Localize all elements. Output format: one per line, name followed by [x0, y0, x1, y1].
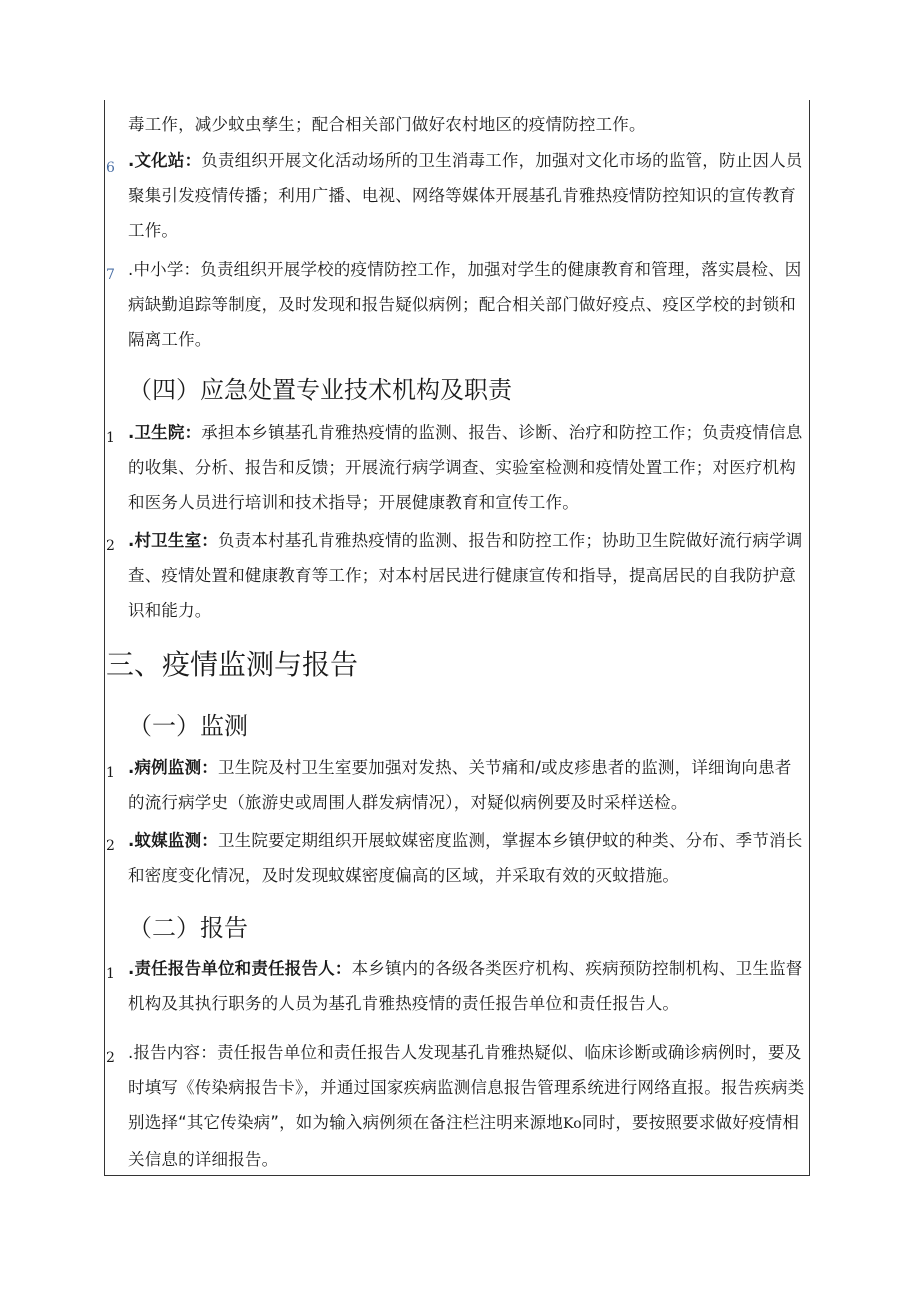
item-vector-monitoring [128, 823, 808, 893]
subsection-monitoring-heading: （一）监测 [128, 712, 248, 740]
item-text: 承担本乡镇基孔肯雅热疫情的监测、报告、诊断、治疗和防控工作；负责疫情信息的收集、分析、报告和反馈；开展流行病学调查、实验室检测和疫情处置工作；对医疗机构和医务人员进行培训和技术指导；开展健康教育和宣传工作。 [128, 423, 803, 512]
item-text: 负责组织开展文化活动场所的卫生消毒工作，加强对文化市场的监管，防止因人员聚集引发疫情传播；利用广播、电视、网络等媒体开展基孔肯雅热疫情防控知识的宣传教育工作。 [128, 151, 803, 240]
item-lead: .文化站： [128, 151, 202, 170]
item-number: 2 [106, 838, 115, 854]
item-text-b: 同时，要按照要求做好疫情相关信息的详细报告。 [128, 1113, 800, 1169]
item-lead: .村卫生室： [128, 531, 218, 550]
item-number-6: 6 [106, 160, 115, 176]
item-lead: .责任报告单位和责任报告人： [128, 959, 352, 978]
item-responsible-reporter [128, 951, 808, 1021]
item-number: 1 [106, 966, 115, 982]
item-lead: .蚊媒监测： [128, 831, 218, 850]
intro-paragraph [128, 107, 808, 142]
item-report-content [128, 1035, 808, 1177]
intro-text: 毒工作，减少蚊虫孳生；配合相关部门做好农村地区的疫情防控工作。 [128, 115, 646, 134]
item-case-monitoring [128, 750, 808, 820]
subsection-report-heading: （二）报告 [128, 914, 248, 942]
item-number: 1 [106, 765, 115, 781]
item-text: 卫生院要定期组织开展蚊媒密度监测，掌握本乡镇伊蚊的种类、分布、季节消长和密度变化情况，及时发现蚊媒密度偏高的区域，并采取有效的灭蚊措施。 [128, 831, 803, 885]
section-4-heading: （四）应急处置专业技术机构及职责 [128, 376, 512, 404]
item-village-clinic [128, 523, 808, 628]
item-number: 2 [106, 538, 115, 554]
item-number: 2 [106, 1050, 115, 1066]
chapter-3-heading: 三、疫情监测与报告 [106, 648, 359, 681]
item-text: 本乡镇内的各级各类医疗机构、疾病预防控制机构、卫生监督机构及其执行职务的人员为基孔肯雅热疫情的责任报告单位和责任报告人。 [128, 959, 803, 1013]
item-text-ko: Ko [563, 1116, 582, 1132]
item-text-a: .报告内容：责任报告单位和责任报告人发现基孔肯雅热疑似、临床诊断或确诊病例时，要及时填写《传染病报告卡》，并通过国家疾病监测信息报告管理系统进行网络直报。报告疾病类别选择“其它传染病”，如为输入病例须在备注栏注明来源地 [128, 1043, 805, 1132]
item-cultural-station [128, 143, 808, 248]
item-text: .中小学：负责组织开展学校的疫情防控工作，加强对学生的健康教育和管理，落实晨检、因病缺勤追踪等制度，及时发现和报告疑似病例；配合相关部门做好疫点、疫区学校的封锁和隔离工作。 [128, 260, 802, 349]
item-lead: .病例监测： [128, 758, 218, 777]
item-number-7: 7 [106, 267, 115, 283]
item-lead: .卫生院： [128, 423, 202, 442]
item-health-center [128, 415, 808, 520]
item-number: 1 [106, 430, 115, 446]
item-school [128, 252, 808, 357]
item-text: 卫生院及村卫生室要加强对发热、关节痛和/或皮疹患者的监测，详细询向患者的流行病学史（旅游史或周围人群发病情况），对疑似病例要及时采样送检。 [128, 758, 792, 812]
item-text: 负责本村基孔肯雅热疫情的监测、报告和防控工作；协助卫生院做好流行病学调查、疫情处置和健康教育等工作；对本村居民进行健康宣传和指导，提高居民的自我防护意识和能力。 [128, 531, 803, 620]
